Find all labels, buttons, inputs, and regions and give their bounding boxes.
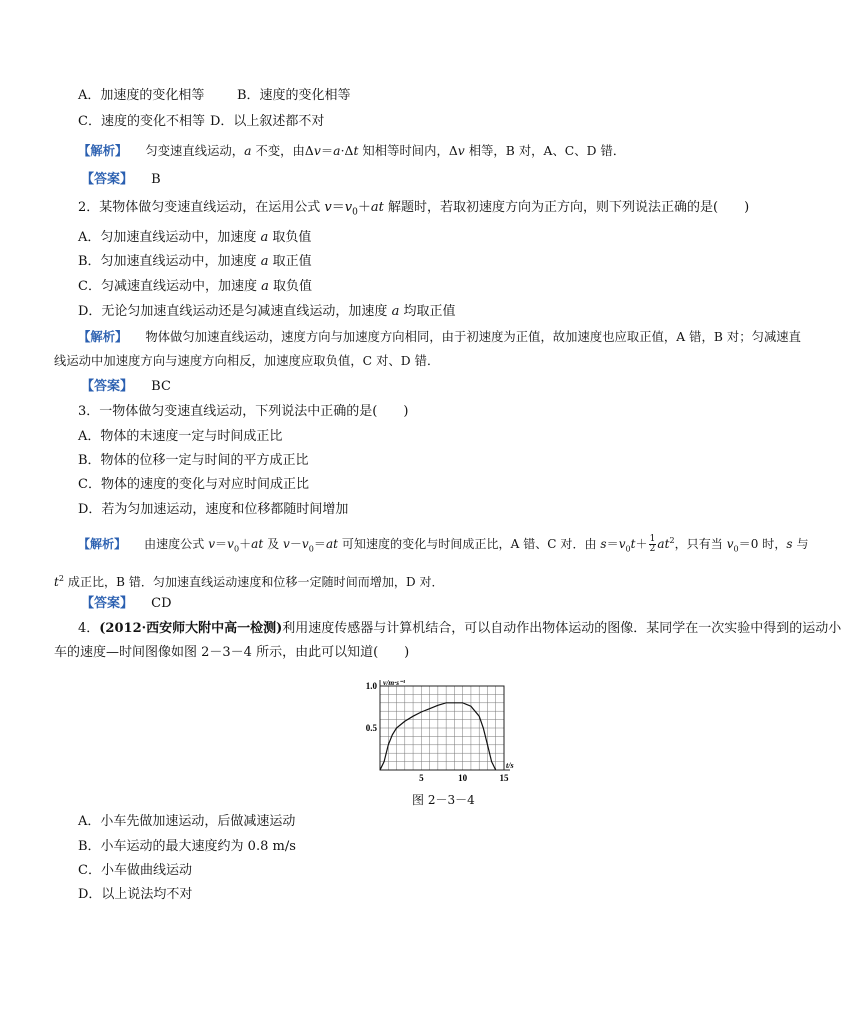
q1-answer bbox=[81, 171, 161, 189]
analysis-tag: 【解析】 bbox=[78, 329, 128, 344]
x-tick-label: 10 bbox=[458, 773, 468, 783]
q4-option-a: A．小车先做加速运动，后做减速运动 bbox=[78, 814, 296, 829]
velocity-time-svg bbox=[355, 676, 525, 801]
fraction-one-half: $\frac{1}{2}$ bbox=[649, 534, 656, 554]
q4-stem-line1: 4．(2012·西安师大附中高一检测)利用速度传感器与计算机结合，可以自动作出物体运动的图像．某同学在一次实验中得到的运动小 bbox=[78, 621, 842, 636]
answer-tag: 【答案】 bbox=[81, 379, 134, 394]
q1-option-a: A．加速度的变化相等 bbox=[78, 88, 205, 103]
answer-tag: 【答案】 bbox=[81, 596, 134, 611]
analysis-tag: 【解析】 bbox=[78, 537, 127, 551]
q3-option-b: B．物体的位移一定与时间的平方成正比 bbox=[78, 453, 309, 468]
q3-option-c: C．物体的速度的变化与对应时间成正比 bbox=[78, 477, 309, 492]
y-axis-label: v/m·s⁻¹ bbox=[383, 678, 406, 687]
velocity-time-chart bbox=[355, 676, 525, 801]
x-tick-label: 15 bbox=[499, 773, 509, 783]
answer-value: CD bbox=[151, 596, 172, 611]
y-tick-label: 0.5 bbox=[365, 723, 377, 733]
q2-option-a: A．匀加速直线运动中，加速度 a 取负值 bbox=[78, 230, 312, 245]
answer-tag: 【答案】 bbox=[81, 172, 134, 187]
q4-option-d: D．以上说法均不对 bbox=[78, 887, 193, 902]
q2-option-d: D．无论匀加速直线运动还是匀减速直线运动，加速度 a 均取正值 bbox=[78, 304, 456, 319]
q3-analysis-line2: $t^2$ 成正比，B 错．匀加速直线运动速度和位移一定随时间而增加，D 对． bbox=[54, 574, 444, 589]
q3-option-a: A．物体的末速度一定与时间成正比 bbox=[78, 429, 283, 444]
analysis-tag: 【解析】 bbox=[78, 143, 128, 158]
q1-option-c: C．速度的变化不相等 bbox=[78, 114, 205, 129]
q1-analysis-text: 匀变速直线运动，a 不变，由Δv＝a·Δt 知相等时间内，Δv 相等，B 对，A、C、D 错． bbox=[145, 144, 626, 158]
q2-stem: 2．某物体做匀变速直线运动，在运用公式 $v=v_0+at$ 解题时，若取初速度方向为正方向，则下列说法正确的是( ) bbox=[78, 200, 750, 218]
q4-option-b: B．小车运动的最大速度约为 0.8 m/s bbox=[78, 839, 296, 854]
answer-value: BC bbox=[151, 379, 171, 394]
y-tick-label: 1.0 bbox=[365, 681, 377, 691]
q2-option-b: B．匀加速直线运动中，加速度 a 取正值 bbox=[78, 254, 312, 269]
q2-option-c: C．匀减速直线运动中，加速度 a 取负值 bbox=[78, 279, 312, 294]
q2-answer bbox=[81, 378, 171, 396]
q2-analysis-line1: 【解析】 物体做匀加速直线运动，速度方向与加速度方向相同，由于初速度为正值，故加速度也应取正值，A 错，B 对；匀减速直 bbox=[78, 329, 801, 344]
x-axis-label: t/s bbox=[506, 761, 514, 770]
q4-option-c: C．小车做曲线运动 bbox=[78, 863, 192, 878]
q1-option-b: B．速度的变化相等 bbox=[237, 88, 351, 103]
q2-analysis-line2: 线运动中加速度方向与速度方向相反，加速度应取负值，C 对、D 错． bbox=[54, 354, 440, 368]
q3-analysis-line1: 【解析】 由速度公式 $v=v_0+at$ 及 $v-v_0=at$ 可知速度的变化与时间成正比，A 错、C 对．由 $s=v_0t+$ $\frac{1}{2}$ $at^2$，只有当 $v_0=0$ 时，s 与 bbox=[78, 534, 809, 554]
q3-answer bbox=[81, 595, 172, 613]
answer-value: B bbox=[151, 172, 161, 187]
q1-analysis bbox=[78, 142, 625, 160]
x-tick-label: 5 bbox=[419, 773, 424, 783]
q4-stem-line2: 车的速度—时间图像如图 2－3－4 所示，由此可以知道( ) bbox=[54, 645, 410, 660]
q4-source: (2012·西安师大附中高一检测) bbox=[99, 621, 283, 636]
q3-option-d: D．若为匀加速运动，速度和位移都随时间增加 bbox=[78, 502, 349, 517]
q3-stem: 3．一物体做匀变速直线运动，下列说法中正确的是( ) bbox=[78, 404, 409, 419]
q1-option-d: D．以上叙述都不对 bbox=[210, 114, 325, 129]
figure-caption: 图 2－3－4 bbox=[412, 793, 475, 807]
